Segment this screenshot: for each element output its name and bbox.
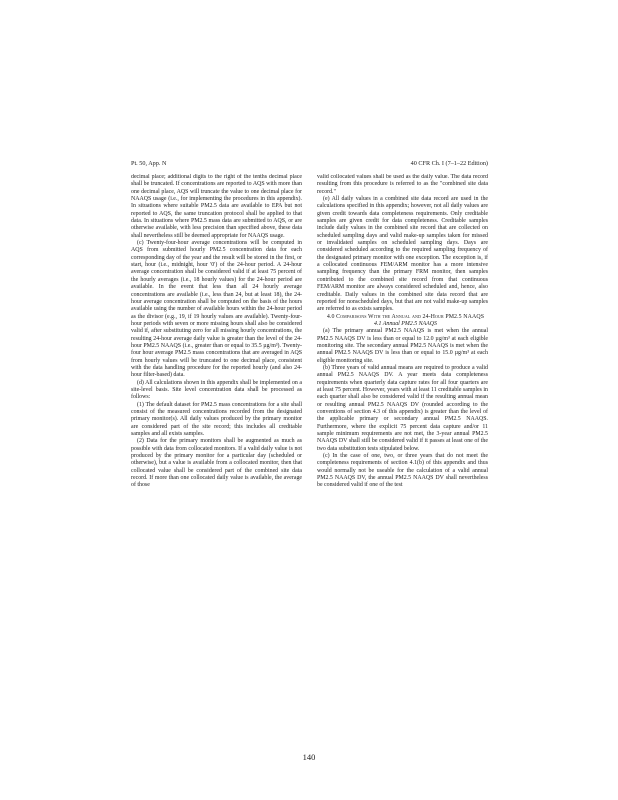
paragraph: decimal place; additional digits to the right of the tenths decimal place shall be truncated. If concentrations are reported to AQS with more than one decimal place, AQS will truncate the value to one decimal place for NAAQS usage (i.e., for implementing the procedures in this appendix). In situations where suitable PM2.5 data are available to EPA but not reported to AQS, the same truncation protocol shall be applied to that data. In situations where PM2.5 mass data are submitted to AQS, or are otherwise available, with less precision than specified above, these data shall nevertheless still be deemed appropriate for NAAQS usage. (131, 174, 302, 239)
running-header (131, 158, 488, 170)
paragraph: (d) All calculations shown in this appendix shall be implemented on a site-level basis. Site level concentration data shall be processed as follows: (131, 379, 302, 401)
paragraph: (b) Three years of valid annual means are required to produce a valid annual PM2.5 NAAQS DV. A year meets data completeness requirements when quarterly data capture rates for all four quarters are at least 75 percent. However, years with at least 11 creditable samples in each quarter shall also be considered valid if the resulting annual mean or resulting annual PM2.5 NAAQS DV (rounded according to the conventions of section 4.3 of this appendix) is greater than the level of the applicable primary or secondary annual PM2.5 NAAQS. Furthermore, where the explicit 75 percent data capture and/or 11 sample minimum requirements are not met, the 3-year annual PM2.5 NAAQS DV shall still be considered valid if it passes at least one of the two data substitution tests stipulated below. (317, 364, 488, 452)
paragraph: (e) All daily values in a combined site data record are used in the calculations specified in this appendix; however, not all daily values are given credit towards data completeness requirements. Only creditable samples are given credit for data completeness. Creditable samples include daily values in the combined site record that are collected on scheduled sampling days and valid make-up samples taken for missed or invalidated samples on scheduled sampling days. Days are considered scheduled according to the required sampling frequency of the designated primary monitor with one exception. The exception is, if a collocated continuous FEM/ARM monitor has a more intensive sampling frequency than the primary FRM monitor, then samples contributed to the combined site record from that continuous FEM/ARM monitor are always considered scheduled and, hence, also creditable. Daily values in the combined site data record that are reported for nonscheduled days, but that are not valid make-up samples are referred to as exists samples. (317, 196, 488, 313)
left-column (131, 174, 302, 748)
header-right: 40 CFR Ch. I (7–1–22 Edition) (410, 160, 488, 167)
page-number: 140 (302, 752, 316, 762)
paragraph: (2) Data for the primary monitors shall be augmented as much as possible with data from collocated monitors. If a valid daily value is not produced by the primary monitor for a particular day (scheduled or otherwise), but a value is available from a collocated monitor, then that collocated value shall be considered part of the combined site data record. If more than one collocated daily value is available, the average of those (131, 438, 302, 489)
paragraph: valid collocated values shall be used as the daily value. The data record resulting from this procedure is referred to as the "combined site data record." (317, 174, 488, 195)
subsection-title: 4.1 Annual PM2.5 NAAQS (374, 320, 437, 327)
header-left: Pt. 50, App. N (131, 160, 167, 167)
paragraph: (c) In the case of one, two, or three years that do not meet the completeness requirements of section 4.1(b) of this appendix and thus would normally not be useable for the calculation of a valid annual PM2.5 NAAQS DV, the annual PM2.5 NAAQS DV shall nevertheless be considered valid if one of the test (317, 453, 488, 489)
section-title: 4.0 Comparisons With the Annual and 24-Hour PM2.5 NAAQS (326, 313, 485, 320)
paragraph: (1) The default dataset for PM2.5 mass concentrations for a site shall consist of the measured concentrations recorded from the designated primary monitor(s). All daily values produced by the primary monitor are considered part of the site record; this includes all creditable samples and all exists samples. (131, 401, 302, 438)
right-column (317, 174, 488, 748)
paragraph: (c) Twenty-four-hour average concentrations will be computed in AQS from submitted hourly PM2.5 concentration data for each corresponding day of the year and the result will be stored in the first, or start, hour (i.e., midnight, hour '0') of the 24-hour period. A 24-hour average concentration shall be considered valid if at least 75 percent of the hourly averages (i.e., 18 hourly values) for the 24-hour period are available. In the event that less than all 24 hourly average concentrations are available (i.e., less than 24, but at least 18), the 24-hour average concentration shall be computed on the basis of the hours available using the number of available hours within the 24-hour period as the divisor (e.g., 19, if 19 hourly values are available). Twenty-four-hour periods with seven or more missing hours shall also be considered valid if, after substituting zero for all missing hourly concentrations, the resulting 24-hour average daily value is greater than the level of the 24-hour PM2.5 NAAQS (i.e., greater than or equal to 35.5 µg/m³). Twenty-four hour average PM2.5 mass concentrations that are averaged in AQS from hourly values will be truncated to one decimal place, consistent with the data handling procedure for the reported hourly (and also 24-hour filter-based) data. (131, 240, 302, 379)
paragraph: (a) The primary annual PM2.5 NAAQS is met when the annual PM2.5 NAAQS DV is less than or equal to 12.0 µg/m³ at each eligible monitoring site. The secondary annual PM2.5 NAAQS is met when the annual PM2.5 NAAQS DV is less than or equal to 15.0 µg/m³ at each eligible monitoring site. (317, 328, 488, 364)
